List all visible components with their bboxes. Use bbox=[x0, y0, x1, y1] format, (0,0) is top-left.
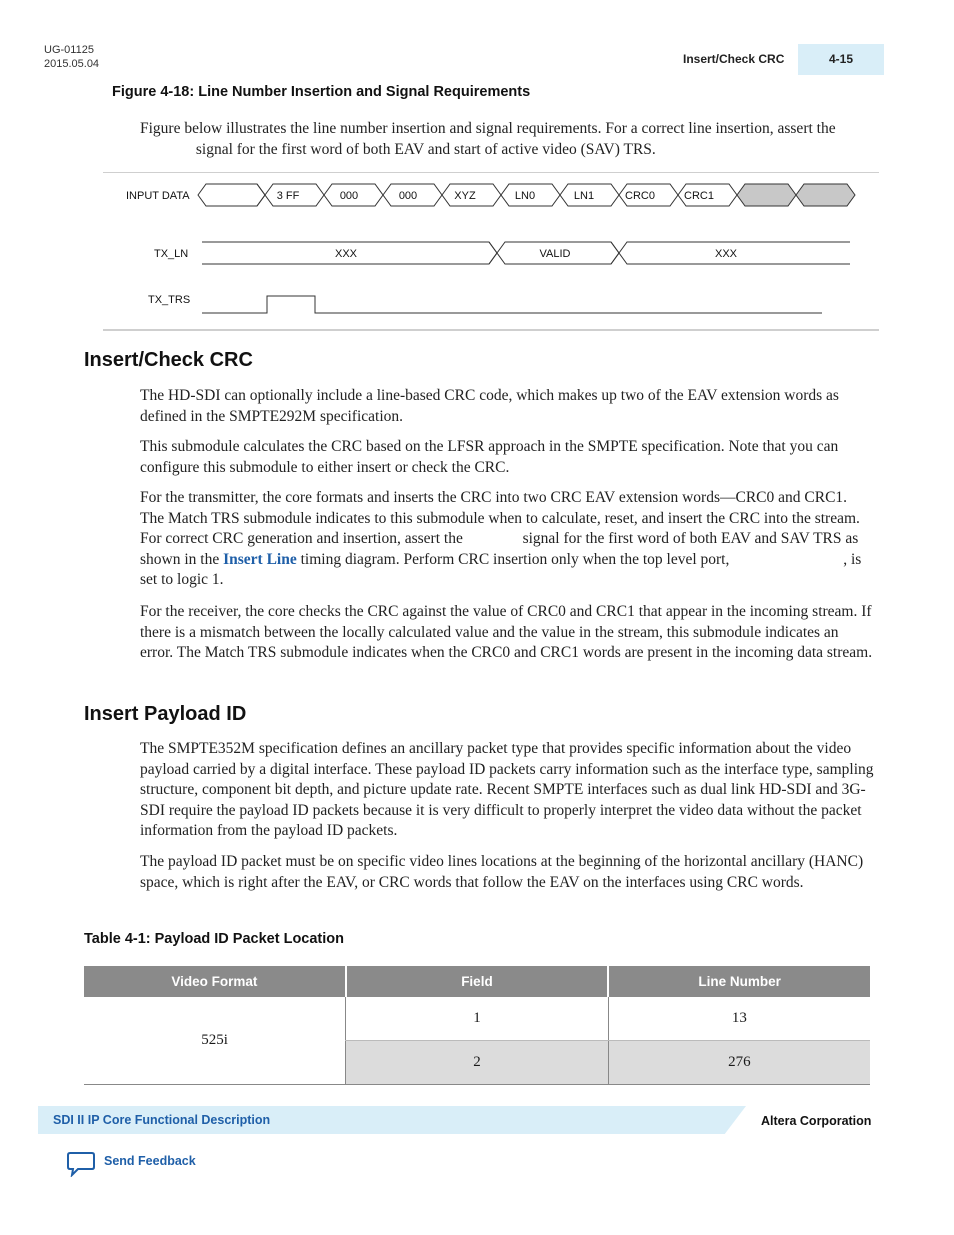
crc-p3-d: , is set to logic 1. bbox=[140, 550, 862, 588]
word-box-gray-1 bbox=[737, 184, 796, 206]
word-label-8: CRC1 bbox=[684, 190, 714, 202]
word-label-6: LN1 bbox=[573, 190, 595, 202]
figure-title: Figure 4-18: Line Number Insertion and Signal Requirements bbox=[112, 84, 531, 100]
crc-paragraph-1: The HD-SDI can optionally include a line-based CRC code, which makes up two of the EAV extension words as defined in the SMPTE292M specification. bbox=[140, 387, 839, 425]
speech-bubble-icon[interactable] bbox=[66, 1151, 96, 1177]
send-feedback-link[interactable]: Send Feedback bbox=[104, 1154, 196, 1168]
header-section-title: Insert/Check CRC bbox=[683, 52, 785, 66]
tx-ln-label: TX_LN bbox=[154, 248, 189, 260]
payload-paragraph-1: The SMPTE352M specification defines an ancillary packet type that provides specific information about the video payload carried by a digital interface. These payload ID packets carry information such as the interface type, sampling structure, component bit depth, and picture update rate. Recent SMPTE interfaces such as dual link HD-SDI and 3G-SDI require the payload ID packets because it is very difficult to properly interpret the video data without the packet information from the payload ID packets. bbox=[140, 740, 874, 839]
crc-p3-c: timing diagram. Perform CRC insertion only when the top level port, bbox=[300, 550, 730, 568]
document-id bbox=[44, 43, 99, 71]
col-header-video-format: Video Format bbox=[84, 966, 346, 997]
insert-line-link[interactable]: Insert Line bbox=[223, 550, 297, 568]
tx-ln-text-3: XXX bbox=[714, 248, 738, 260]
cell-line-number: 13 bbox=[608, 997, 870, 1041]
cell-field: 1 bbox=[346, 997, 608, 1041]
col-header-line-number: Line Number bbox=[608, 966, 870, 997]
crc-p3-a: For the transmitter, the core formats and inserts the CRC into two CRC EAV extension words—CRC0 and CRC1. The Match TRS submodule indicates to this submodule when to calculate, reset, and insert the CRC into the stream. For correct CRC generation and insertion, assert the bbox=[140, 489, 860, 547]
crc-p3-b: signal for the first word of both EAV and SAV TRS as shown in the bbox=[140, 530, 859, 568]
word-box-gray-2 bbox=[796, 184, 855, 206]
cell-field: 2 bbox=[346, 1041, 608, 1085]
footer-chapter-title[interactable]: SDI II IP Core Functional Description bbox=[53, 1113, 271, 1127]
tx-trs-label: TX_TRS bbox=[148, 294, 191, 306]
col-header-field: Field bbox=[346, 966, 608, 997]
word-label-2: 000 bbox=[339, 190, 359, 202]
cell-video-format: 525i bbox=[84, 997, 346, 1085]
figure-desc-part2: signal for the first word of both EAV and start of active video (SAV) TRS. bbox=[195, 140, 656, 158]
header-page-number: 4-15 bbox=[798, 44, 884, 75]
footer-company: Altera Corporation bbox=[761, 1114, 872, 1128]
doc-number: UG-01125 bbox=[44, 44, 94, 56]
word-label-1: 3 FF bbox=[276, 190, 300, 202]
section-heading-crc: Insert/Check CRC bbox=[84, 349, 253, 371]
cell-line-number: 276 bbox=[608, 1041, 870, 1085]
tx-ln-text-2: VALID bbox=[539, 248, 571, 260]
crc-paragraph-2: This submodule calculates the CRC based on the LFSR approach in the SMPTE specification. Note that you can configure this submodule to either insert or check the CRC. bbox=[140, 438, 839, 476]
table-title: Table 4-1: Payload ID Packet Location bbox=[84, 931, 345, 947]
timing-diagram bbox=[103, 172, 879, 332]
payload-location-table bbox=[84, 966, 870, 1085]
diagram-bottom-rule bbox=[103, 329, 879, 331]
crc-paragraph-3 bbox=[140, 488, 874, 591]
tx-ln-text-1: XXX bbox=[334, 248, 358, 260]
payload-paragraph-2: The payload ID packet must be on specific video lines locations at the beginning of the horizontal ancillary (HANC) space, which is right after the EAV, or CRC words that follow the EAV on the interfaces using CRC words. bbox=[140, 853, 864, 891]
word-label-5: LN0 bbox=[514, 190, 536, 202]
doc-date: 2015.05.04 bbox=[44, 58, 100, 70]
crc-paragraph-4: For the receiver, the core checks the CRC against the value of CRC0 and CRC1 that appear in the incoming stream. If there is a mismatch between the locally calculated value and the value in the stream, this submodule indicates an error. The Match TRS submodule indicates when the CRC0 and CRC1 words are present in the incoming data stream. bbox=[140, 603, 873, 661]
input-data-idle bbox=[198, 184, 265, 206]
figure-desc-part1: Figure below illustrates the line number insertion and signal requirements. For a correct line insertion, assert the bbox=[140, 120, 836, 137]
word-label-7: CRC0 bbox=[625, 190, 655, 202]
table-row bbox=[84, 997, 870, 1041]
tx-trs-waveform bbox=[202, 296, 822, 313]
word-label-3: 000 bbox=[398, 190, 418, 202]
table-header-row bbox=[84, 966, 870, 997]
word-label-4: XYZ bbox=[454, 190, 476, 202]
section-heading-payload: Insert Payload ID bbox=[84, 703, 247, 725]
figure-description bbox=[140, 119, 874, 160]
input-data-label: INPUT DATA bbox=[126, 190, 190, 202]
